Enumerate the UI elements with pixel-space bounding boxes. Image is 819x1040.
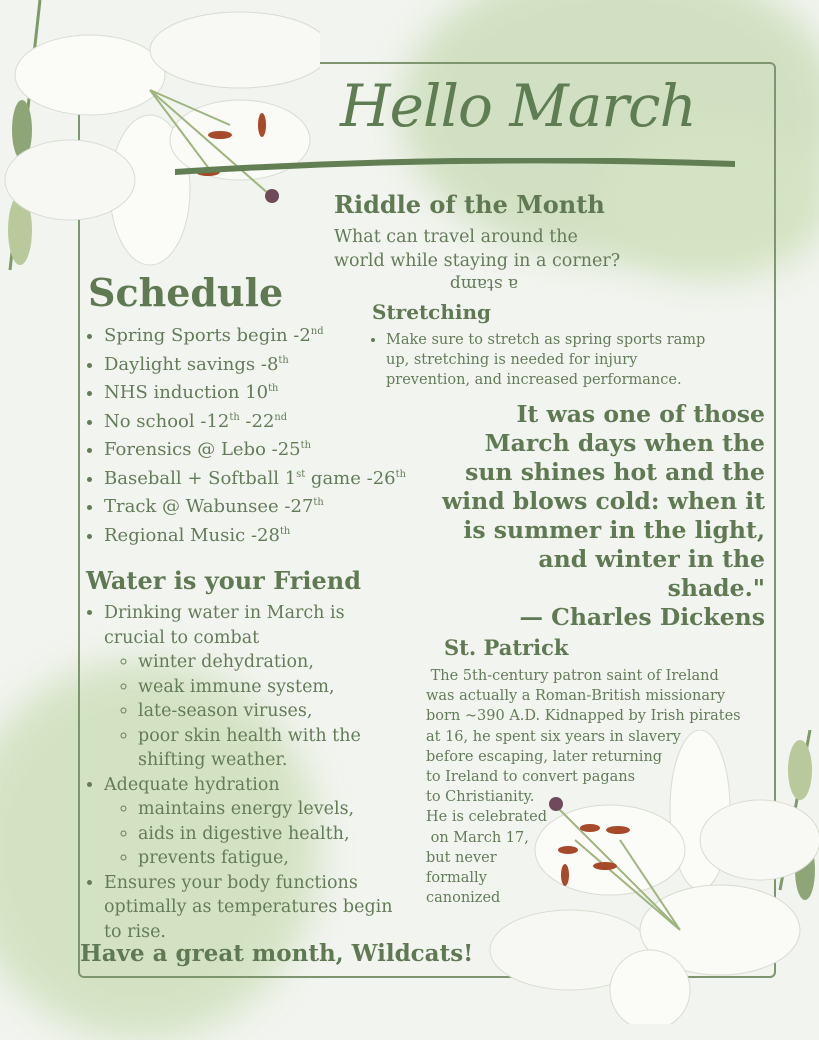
schedule-item — [104, 491, 418, 520]
water-subitem: ◦ prevents fatigue, — [138, 846, 396, 871]
schedule-item-text: Regional Music -28 — [104, 524, 280, 546]
st-patrick-line: but never — [426, 849, 497, 866]
st-patrick-line: to Ireland to convert pagans — [426, 769, 636, 786]
ordinal-suffix: th — [268, 383, 279, 394]
st-patrick-line: canonized — [426, 890, 501, 907]
st-patrick-line: before escaping, later returning — [426, 748, 663, 765]
ordinal-suffix: th — [300, 440, 311, 451]
quote-author: — Charles Dickens — [519, 603, 765, 631]
st-patrick-heading: St. Patrick — [444, 635, 569, 660]
schedule-item-text: Spring Sports begin -2 — [104, 325, 311, 346]
schedule-item — [104, 349, 418, 378]
st-patrick-section — [426, 634, 766, 908]
st-patrick-text — [426, 666, 766, 908]
water-item: • Ensures your body functions optimally as temperatures begin to rise. — [104, 871, 396, 945]
quote-text: It was one of those March days when the sun shines hot and the wind blows cold: when it is summer in the light, and winter in the shade." — [441, 400, 765, 602]
st-patrick-line: born ~390 A.D. Kidnapped by Irish pirates — [426, 708, 741, 725]
schedule-section — [88, 270, 418, 548]
lily-flower-icon — [0, 0, 320, 280]
riddle-line: world while staying in a corner? — [334, 251, 621, 271]
ordinal-suffix: th — [279, 525, 291, 537]
water-section — [86, 565, 396, 944]
schedule-item-text: No school -12 — [104, 410, 230, 432]
water-subitem: ◦ aids in digestive health, — [138, 822, 396, 847]
ordinal-suffix: th — [395, 468, 406, 480]
stretching-heading: Stretching — [372, 300, 492, 324]
st-patrick-line: to Christianity. — [426, 789, 535, 806]
page-title: Hello March — [340, 72, 696, 140]
st-patrick-line: at 16, he spent six years in slavery — [426, 728, 681, 745]
schedule-item — [104, 463, 418, 492]
schedule-item-text: Forensics @ Lebo -25 — [104, 439, 301, 460]
st-patrick-line: The 5th-century patron saint of Ireland — [426, 668, 719, 684]
ordinal-suffix: nd — [274, 411, 288, 423]
footer-message: Have a great month, Wildcats! — [80, 940, 474, 967]
stretching-section — [372, 300, 717, 390]
ordinal-suffix: nd — [310, 326, 324, 337]
riddle-answer-upside-down: a stamp — [449, 274, 519, 294]
ordinal-suffix: th — [229, 411, 240, 423]
schedule-item-text: game -26 — [305, 467, 396, 489]
schedule-item-text: -22 — [239, 410, 275, 432]
water-subitem: ◦ maintains energy levels, — [138, 797, 396, 822]
st-patrick-line: He is celebrated — [426, 809, 547, 826]
st-patrick-line: was actually a Roman-British missionary — [426, 688, 726, 705]
schedule-item-text: Daylight savings -8 — [104, 353, 279, 375]
schedule-item — [104, 406, 418, 435]
dickens-quote — [435, 400, 765, 632]
schedule-item-text: NHS induction 10 — [104, 382, 269, 403]
schedule-item — [104, 520, 418, 549]
water-item-text: Adequate hydration — [104, 774, 280, 795]
riddle-heading: Riddle of the Month — [334, 190, 605, 219]
schedule-heading: Schedule — [88, 270, 284, 315]
water-heading: Water is your Friend — [86, 566, 362, 595]
water-subitem: ◦ poor skin health with the shifting weather. — [138, 724, 396, 773]
schedule-list — [88, 320, 418, 548]
water-item — [104, 601, 396, 773]
schedule-item — [104, 377, 418, 406]
stretching-text: • Make sure to stretch as spring sports ramp up, stretching is needed for injury prevention, and increased performance. — [386, 330, 717, 390]
water-subitem: ◦ late-season viruses, — [138, 699, 396, 724]
water-subitem: ◦ winter dehydration, — [138, 650, 396, 675]
riddle-line: What can travel around the — [334, 227, 578, 247]
ordinal-suffix: st — [296, 468, 306, 480]
water-item — [104, 773, 396, 871]
ordinal-suffix: th — [313, 497, 324, 508]
ordinal-suffix: th — [278, 354, 289, 366]
schedule-item-text: Track @ Wabunsee -27 — [104, 496, 314, 517]
schedule-item-text: Baseball + Softball 1 — [104, 467, 297, 489]
st-patrick-line: formally — [426, 870, 487, 887]
riddle-question — [334, 225, 664, 273]
schedule-item — [104, 434, 418, 463]
title-underline-swash — [175, 158, 735, 178]
water-item-text: Drinking water in March is crucial to combat — [104, 603, 345, 648]
water-subitem: ◦ weak immune system, — [138, 675, 396, 700]
st-patrick-line: on March 17, — [426, 829, 529, 846]
